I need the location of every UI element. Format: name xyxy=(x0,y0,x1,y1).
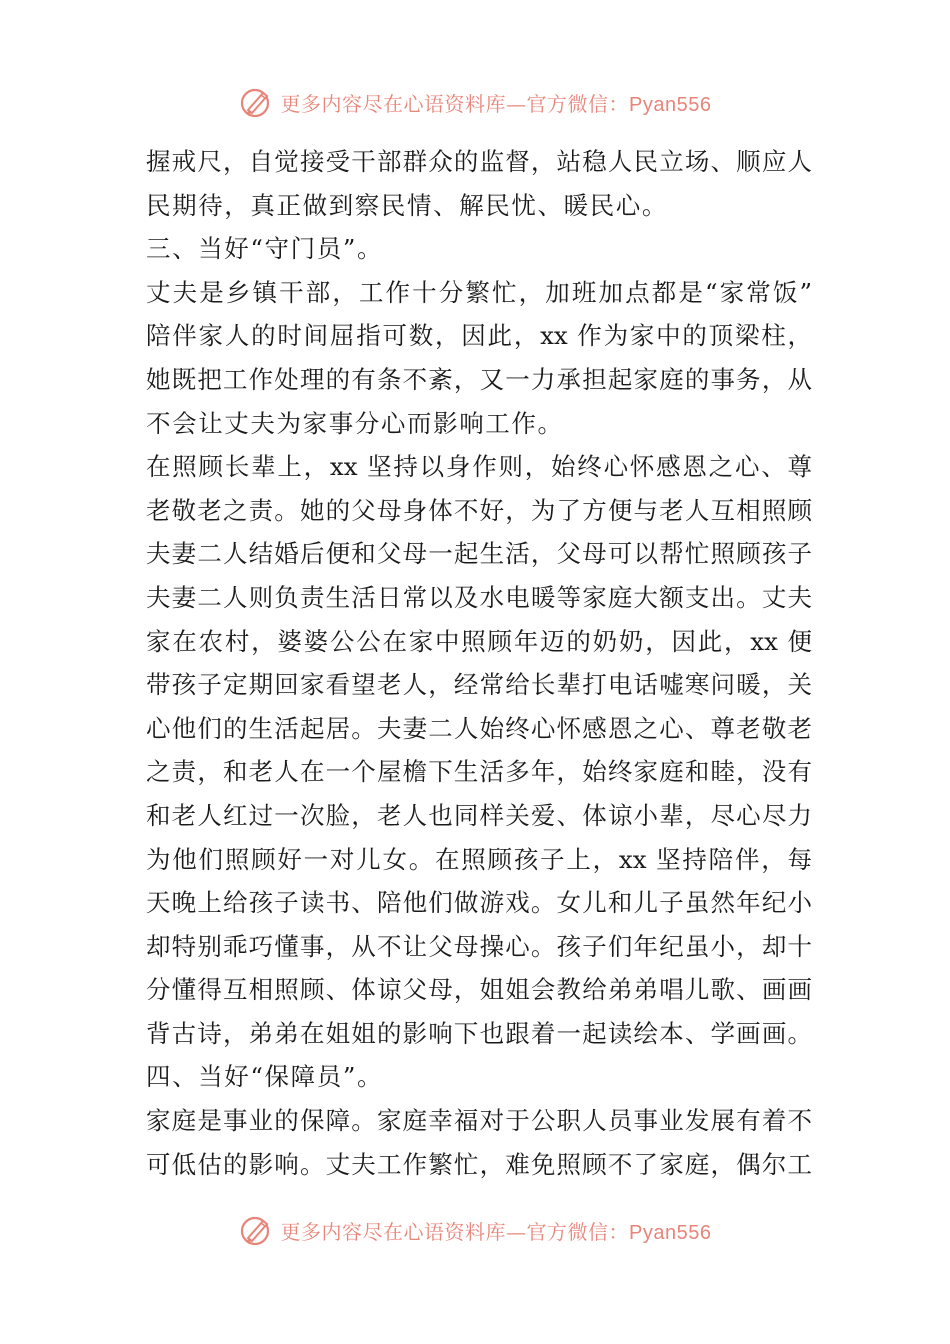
text-line: 带孩子定期回家看望老人，经常给长辈打电话嘘寒问暖，关 xyxy=(146,670,812,700)
watermark-text: 更多内容尽在心语资料库—官方微信：Pyan556 xyxy=(280,91,712,116)
text-line: 家庭是事业的保障。家庭幸福对于公职人员事业发展有着不 xyxy=(146,1106,812,1136)
pen-logo-icon xyxy=(239,1213,273,1247)
watermark-wechat-id: Pyan556 xyxy=(629,93,712,116)
footer-watermark xyxy=(0,1210,950,1250)
text-line: 背古诗，弟弟在姐姐的影响下也跟着一起读绘本、学画画。 xyxy=(146,1018,812,1048)
text-line: 夫妻二人则负责生活日常以及水电暖等家庭大额支出。丈夫 xyxy=(146,582,812,612)
text-line: 天晚上给孩子读书、陪他们做游戏。女儿和儿子虽然年纪小 xyxy=(146,888,812,918)
header-watermark xyxy=(0,82,950,122)
text-line: 老敬老之责。她的父母身体不好，为了方便与老人互相照顾 xyxy=(146,495,812,525)
document-body xyxy=(146,140,812,1186)
text-line: 夫妻二人结婚后便和父母一起生活，父母可以帮忙照顾孩子 xyxy=(146,539,812,569)
watermark-text: 更多内容尽在心语资料库—官方微信：Pyan556 xyxy=(280,1219,712,1244)
text-line: 和老人红过一次脸，老人也同样关爱、体谅小辈，尽心尽力 xyxy=(146,800,812,830)
text-line: 却特别乖巧懂事，从不让父母操心。孩子们年纪虽小，却十 xyxy=(146,931,812,961)
text-line: 心他们的生活起居。夫妻二人始终心怀感恩之心、尊老敬老 xyxy=(146,713,812,743)
text-line: 握戒尺，自觉接受干部群众的监督，站稳人民立场、顺应人 xyxy=(146,147,812,176)
text-line: 她既把工作处理的有条不紊，又一力承担起家庭的事务，从 xyxy=(146,364,812,394)
pen-logo-icon xyxy=(239,85,273,119)
text-line: 民期待，真正做到察民情、解民忧、暖民心。 xyxy=(146,190,668,220)
text-line: 丈夫是乡镇干部，工作十分繁忙，加班加点都是“家常饭” xyxy=(146,277,812,307)
text-line: 在照顾长辈上，xx 坚持以身作则，始终心怀感恩之心、尊 xyxy=(146,452,812,482)
text-line: 分懂得互相照顾、体谅父母，姐姐会教给弟弟唱儿歌、画画 xyxy=(146,975,812,1005)
text-line: 四、当好“保障员”。 xyxy=(146,1062,384,1092)
text-line: 陪伴家人的时间屈指可数，因此，xx 作为家中的顶梁柱， xyxy=(146,321,812,351)
text-line: 不会让丈夫为家事分心而影响工作。 xyxy=(146,408,564,438)
text-line: 三、当好“守门员”。 xyxy=(146,234,384,264)
text-line: 家在农村，婆婆公公在家中照顾年迈的奶奶，因此，xx 便 xyxy=(146,626,812,656)
text-line: 为他们照顾好一对儿女。在照顾孩子上，xx 坚持陪伴，每 xyxy=(146,844,812,874)
watermark-wechat-id: Pyan556 xyxy=(629,1221,712,1244)
text-line: 可低估的影响。丈夫工作繁忙，难免照顾不了家庭，偶尔工 xyxy=(146,1149,812,1179)
text-line: 之责，和老人在一个屋檐下生活多年，始终家庭和睦，没有 xyxy=(146,757,812,787)
